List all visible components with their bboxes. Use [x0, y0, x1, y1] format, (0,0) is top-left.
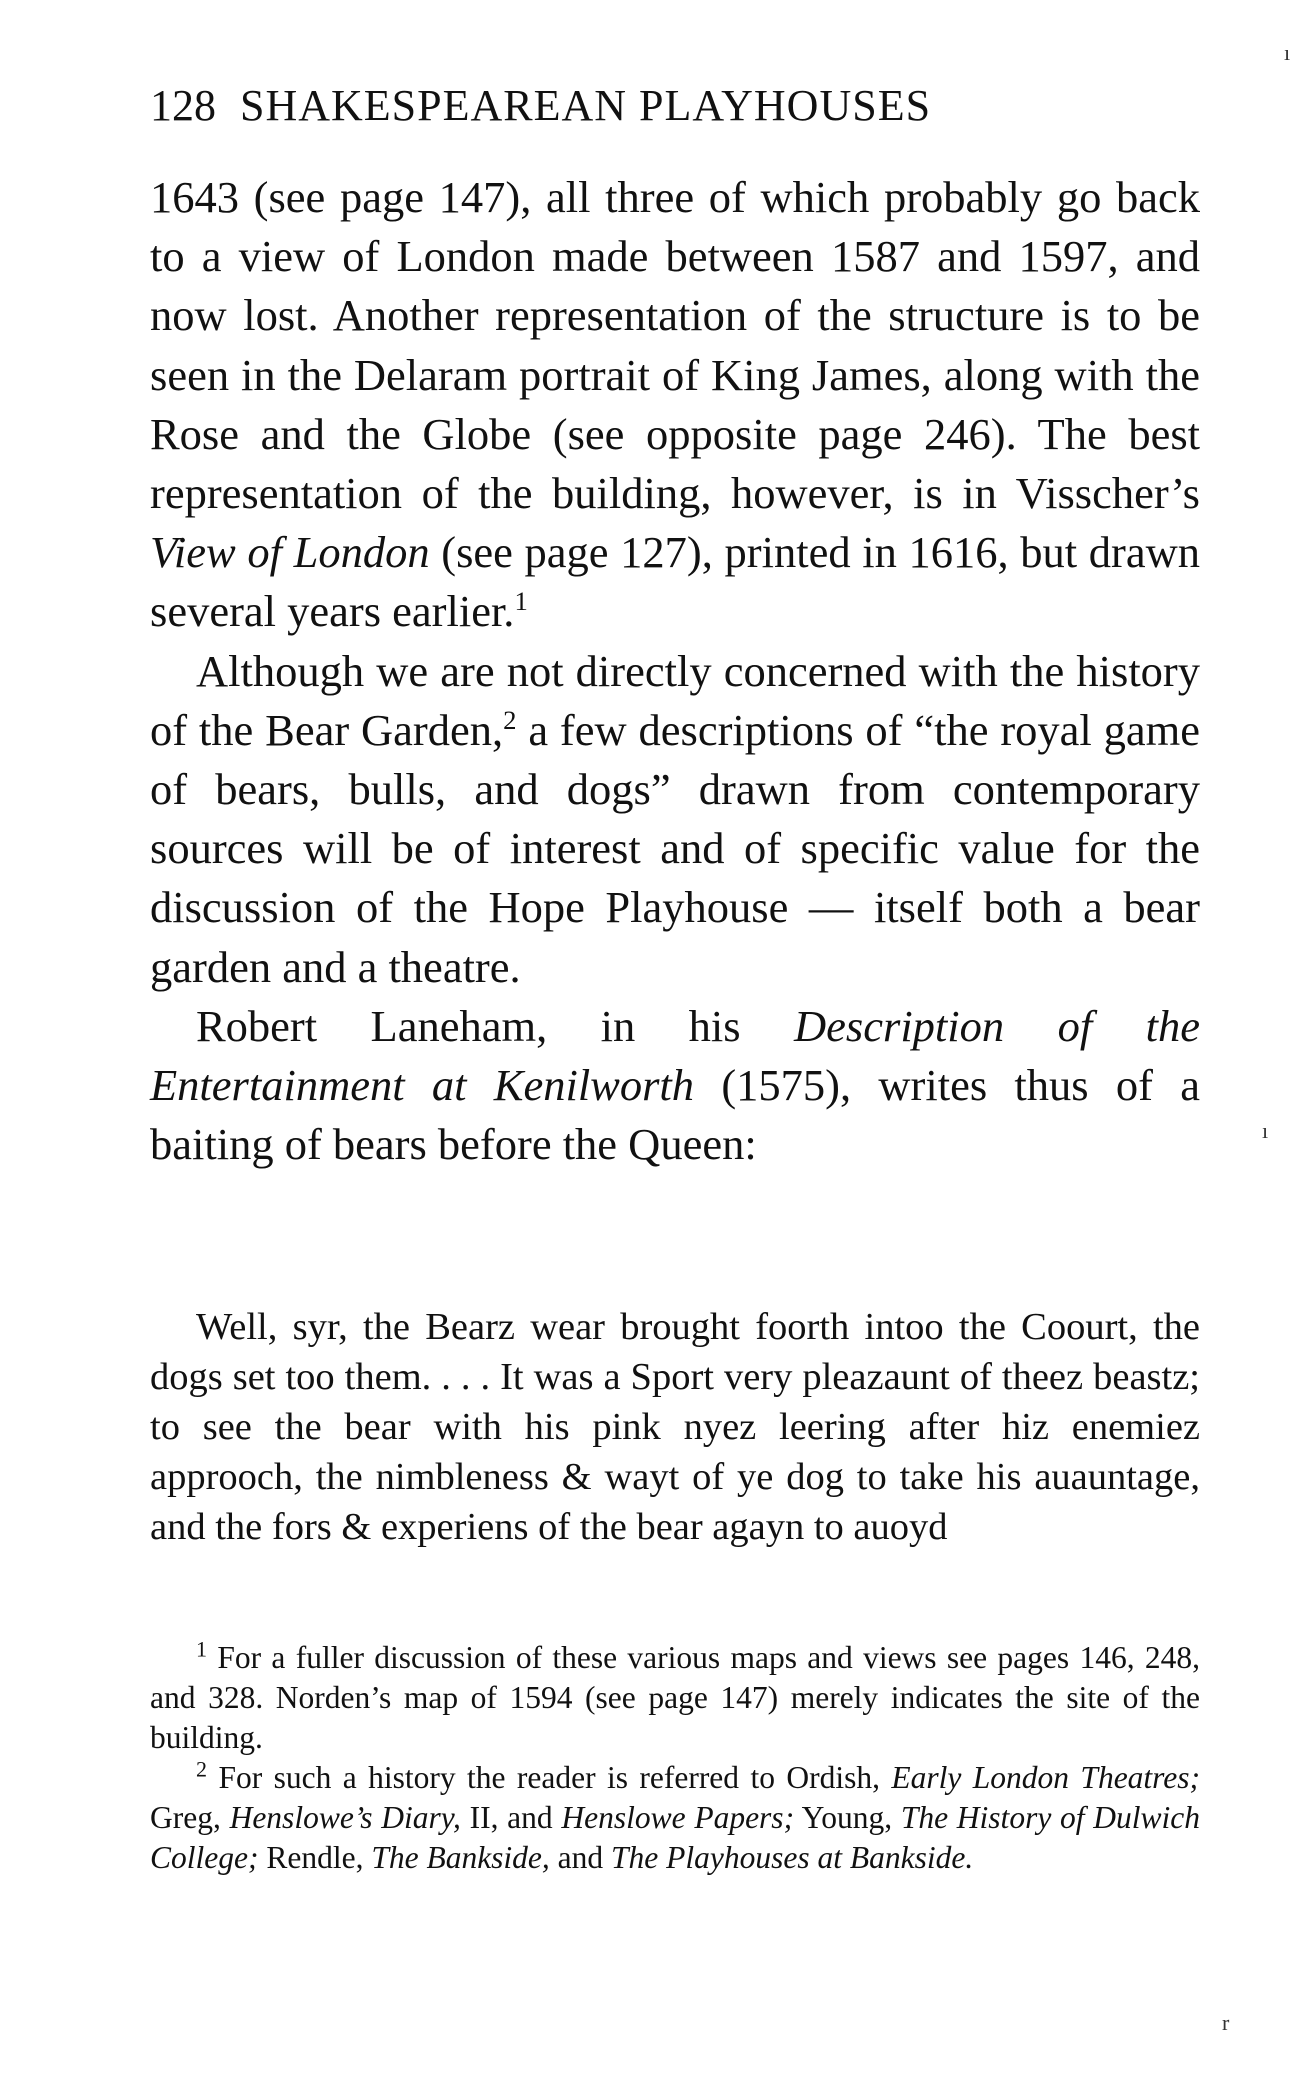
paragraph-2: [150, 642, 1200, 997]
footnote-ref-2: 2: [503, 705, 517, 735]
footnote-2-text-a: For such a history the reader is referred to Ordish,: [218, 1760, 892, 1795]
footnote-2-mark: 2: [196, 1756, 208, 1782]
paragraph-2-text-a: Although we are not directly concerned with the history of the Bear Garden,: [150, 645, 1200, 755]
footnote-2-title-2: Henslowe’s Diary,: [229, 1800, 461, 1835]
paragraph-3-text-b: (1575), writes thus of a baiting of bears before the Queen:: [150, 1060, 1201, 1170]
footnote-2-title-1: Early London Theatres;: [891, 1760, 1200, 1795]
footnote-1-text: For a fuller discussion of these various maps and views see pages 146, 248, and 328. Norden’s map of 1594 (see page 147) merely indicates the site of the building.: [150, 1640, 1201, 1755]
paragraph-1-italic-title: View of London: [150, 527, 430, 578]
paragraph-1-text-b: (see page 127), printed in 1616, but drawn several years earlier.: [150, 527, 1200, 637]
footnote-2-text-f: and: [549, 1840, 612, 1875]
paragraph-3: [150, 997, 1200, 1175]
scan-speck-middle: ı: [1262, 1118, 1269, 1143]
scan-speck-top: ı: [1284, 40, 1291, 65]
paragraph-2-text-b: a few descriptions of “the royal game of bears, bulls, and dogs” drawn from contemporary sources will be of interest and of specific value for the discussion of the Hope Playhouse — itself both a bear garden and a theatre.: [150, 704, 1200, 992]
footnote-2-text-b: Greg,: [150, 1800, 230, 1835]
footnotes: [150, 1638, 1200, 1878]
footnote-1: [150, 1638, 1200, 1758]
paragraph-1: [150, 168, 1200, 642]
main-text: [150, 168, 1200, 1174]
running-header: [150, 78, 1200, 134]
footnote-2-text-d: Young,: [794, 1800, 901, 1835]
quote-text: Well, syr, the Bearz wear brought foorth intoo the Coourt, the dogs set too them. . . . It was a Sport very pleazaunt of theez beastz; to see the bear with his pink nyez leering after hiz enemiez approoch, the nimbleness & wayt of ye dog to take his auauntage, and the fors & experiens of the bear agayn to auoyd: [150, 1306, 1200, 1548]
footnote-2-title-4: The History of Dulwich College;: [150, 1800, 1200, 1875]
page-number: 128: [150, 81, 216, 130]
block-quote: [150, 1302, 1200, 1552]
paragraph-3-text-a: Robert Laneham, in his: [196, 1000, 795, 1051]
footnote-2-text-e: Rendle,: [258, 1840, 372, 1875]
paragraph-1-text-a: 1643 (see page 147), all three of which probably go back to a view of London made between 1587 and 1597, and now lost. Another representation of the structure is to be seen in the Delaram portrait of King James, along with the Rose and the Globe (see opposite page 246). The best representation of the building, however, is in Visscher’s: [150, 172, 1200, 519]
footnote-2-title-3: Henslowe Papers;: [561, 1800, 795, 1835]
footnote-ref-1: 1: [514, 586, 528, 617]
scan-speck-bottom: r: [1222, 2010, 1230, 2035]
footnote-2-text-c: II, and: [460, 1800, 562, 1835]
footnote-2: [150, 1758, 1200, 1878]
footnote-2-title-5: The Bankside,: [371, 1840, 550, 1875]
running-title: SHAKESPEAREAN PLAYHOUSES: [240, 81, 932, 130]
paragraph-3-italic-title: Description of the Entertainment at Kenilworth: [150, 1000, 1200, 1111]
footnote-2-title-6: The Playhouses at Bankside.: [611, 1840, 974, 1875]
footnote-1-mark: 1: [196, 1636, 208, 1662]
